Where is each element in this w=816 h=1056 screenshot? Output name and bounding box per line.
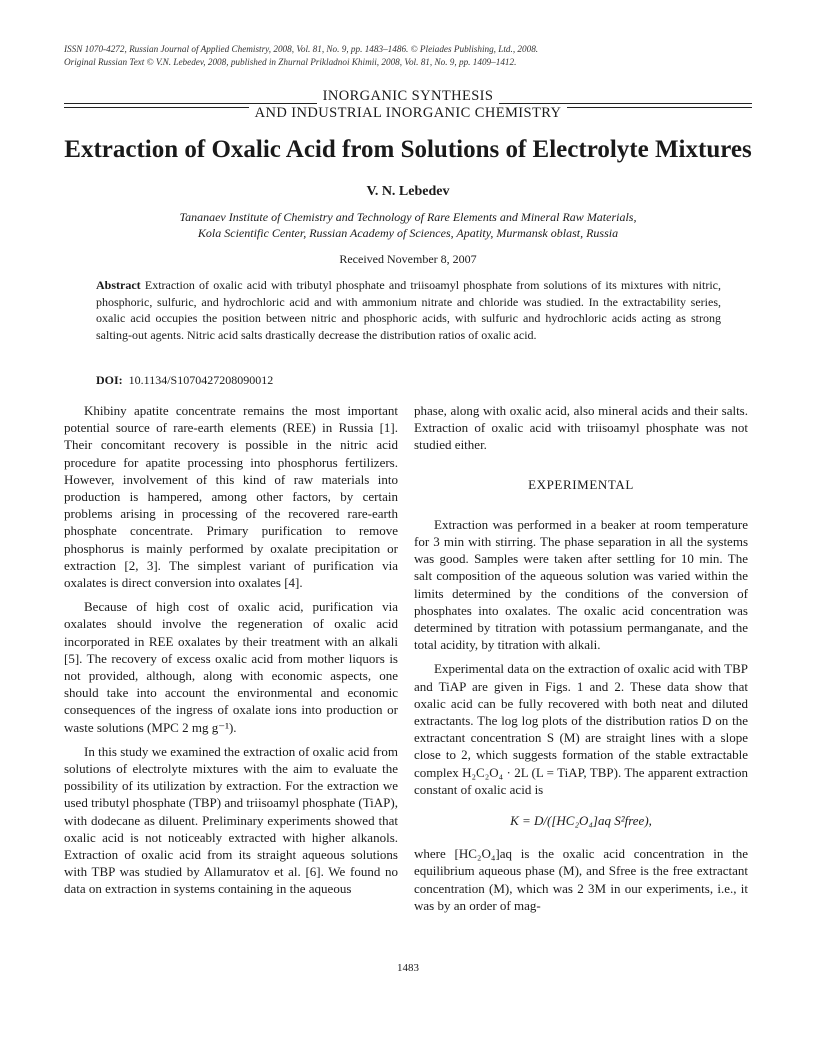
abstract-text: Extraction of oxalic acid with tributyl phosphate and triisoamyl phosphate from solutions of its mixtures with nitric, phosphoric, sulfuric, and hydrochloric acid and with ammonium nitrate and chloride was studied. In the extractability series, oxalic acid occupies the position between nitric and phosphoric acids, with sulfuric and hydrochloric acids acting as strong salting-out agents. Nitric acid salts drastically decrease the distribution ratios of oxalic acid. — [96, 278, 721, 342]
page-number: 1483 — [397, 962, 419, 974]
paragraph: phase, along with oxalic acid, also mineral acids and their salts. Extraction of oxalic acid with triisoamyl phosphate was not studied either. — [414, 403, 748, 453]
issn-line: ISSN 1070-4272, Russian Journal of Applied Chemistry, 2008, Vol. 81, No. 9, pp. 1483–1486. © Pleiades Publishing, Ltd., 2008. — [64, 44, 539, 54]
extraction-constant-equation: K = D/([HC₂O₄]aq S²free), — [510, 813, 652, 829]
experimental-heading: EXPERIMENTAL — [528, 476, 634, 492]
doi-label: DOI: — [96, 373, 123, 387]
doi-link[interactable]: 10.1134/S1070427208090012 — [128, 373, 274, 387]
body-left-column — [64, 402, 398, 905]
paragraph: where [HC₂O₄]aq is the oxalic acid concentration in the equilibrium aqueous phase (M), and Sfree is the free extractant concentration (M), which was 2 3M in our experiments, i.e., it was by an order of mag- — [414, 846, 748, 913]
author-affiliation — [64, 209, 752, 241]
article-author: V. N. Lebedev — [366, 184, 450, 199]
affiliation-line2: Kola Scientific Center, Russian Academy of Sciences, Apatity, Murmansk oblast, Russia — [197, 226, 619, 240]
abstract-label: Abstract — [96, 278, 141, 292]
section-heading-line1: INORGANIC SYNTHESIS — [317, 88, 500, 105]
section-heading — [0, 88, 816, 122]
paragraph: In this study we examined the extraction of oxalic acid from solutions of electrolyte mixtures with the aim to evaluate the possibility of its utilization by extraction. For the extraction we used tributyl phosphate (TBP) and triisoamyl phosphate (TiAP), with dodecane as diluent. Preliminary experiments showed that oxalic acid is not noticeably extracted with higher alkanols. Extraction of oxalic acid from its straight aqueous solutions with TBP was studied by Allamuratov et al. [6]. We found no data on extraction in systems containing in the aqueous — [64, 743, 398, 897]
received-date: Received November 8, 2007 — [339, 252, 477, 266]
article-title: Extraction of Oxalic Acid from Solutions of Electrolyte Mixtures — [64, 136, 752, 163]
journal-metadata — [64, 43, 754, 69]
doi — [96, 373, 273, 388]
abstract — [96, 277, 721, 343]
paragraph: Khibiny apatite concentrate remains the most important potential source of rare-earth elements (REE) in Russia [1]. Their concomitant recovery is possible in the nitric acid procedure for apatite processing into phosphorus fertilizers. However, involvement of this kind of raw materials into production is hampered, among other factors, by certain problems arising in processing of the recovered rare-earth phosphate concentrate. Primary purification to remove phosphorus is mainly performed by oxalate precipitation or extraction [2, 3]. The simplest variant of purification via oxalates is direct conversion into oxalates [4]. — [64, 403, 398, 591]
section-heading-line2: AND INDUSTRIAL INORGANIC CHEMISTRY — [249, 105, 568, 122]
original-text-line: Original Russian Text © V.N. Lebedev, 2008, published in Zhurnal Prikladnoi Khimii, 2008, Vol. 81, No. 9, pp. 1409–1412. — [64, 57, 517, 67]
paragraph: Extraction was performed in a beaker at room temperature for 3 min with stirring. The phase separation in all the systems was good. Samples were taken after settling for 10 min. The salt composition of the aqueous solution was varied within the limits determined by the conditions of the conversion of phosphates into oxalates. The oxalic acid concentration was determined by titration with potassium permanganate, and the total acidity, by titration with alkali. — [414, 516, 748, 653]
affiliation-line1: Tananaev Institute of Chemistry and Technology of Rare Elements and Mineral Raw Materials, — [179, 210, 637, 224]
paragraph: Because of high cost of oxalic acid, purification via oxalates should involve the regeneration of oxalic acid incorporated in REE oxalates by their treatment with an alkali [5]. The recovery of excess oxalic acid from mother liquors is not provided, although, along with economic aspects, one should take into account the environmental and economic consequences of the ingress of oxalate ions into production or waste solutions (MPC 2 mg g⁻¹). — [64, 599, 398, 735]
body-right-column — [414, 402, 748, 921]
paragraph: Experimental data on the extraction of oxalic acid with TBP and TiAP are given in Figs. 1 and 2. These data show that oxalic acid can be fully recovered with both neat and diluted extractants. The log log plots of the distribution ratios D on the extractant concentration S (M) are straight lines with a slope close to 2, which suggests formation of the stable extractable complex H₂C₂O₄ · 2L (L = TiAP, TBP). The apparent extraction constant of oxalic acid is — [414, 661, 748, 797]
